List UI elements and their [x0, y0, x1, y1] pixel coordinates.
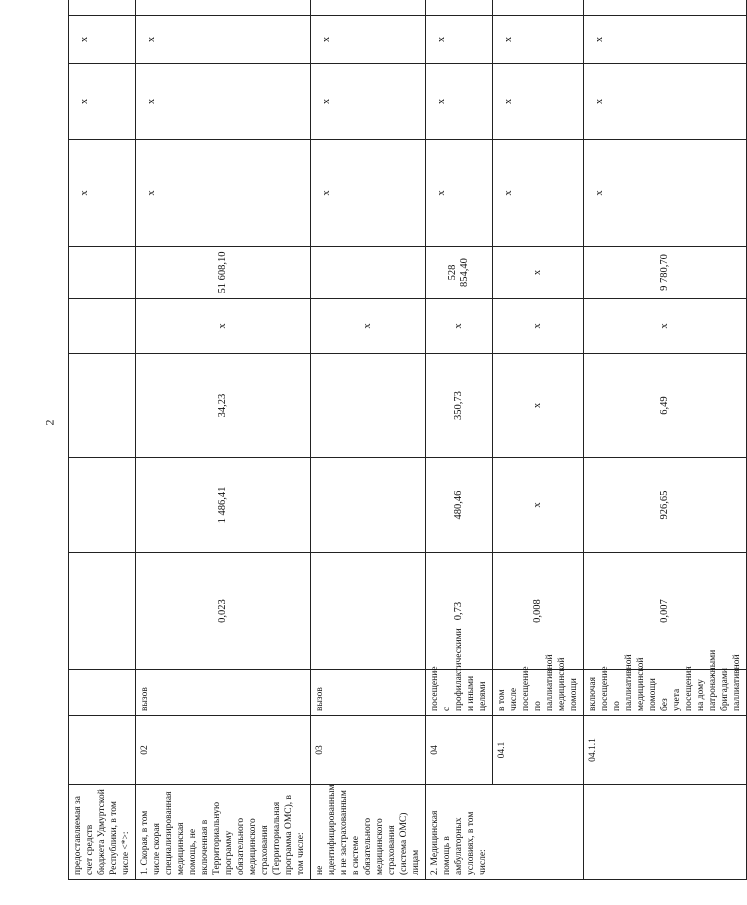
cell-c10: x [584, 64, 747, 140]
table-row [311, 0, 426, 880]
cell-c12 [584, 0, 747, 16]
cell-c7: x [584, 299, 747, 354]
cell-c8: 51 608,10 [136, 247, 311, 299]
cell-c5 [69, 458, 136, 553]
cell-c6: x [493, 354, 584, 458]
cell-c9: x [69, 140, 136, 247]
cell-c10: x [426, 64, 493, 140]
cell-c10: x [493, 64, 584, 140]
cell-c12 [69, 0, 136, 16]
cell-c9: x [584, 140, 747, 247]
page-number: 2 [42, 419, 57, 426]
cell-c8: 528 854,40 [426, 247, 493, 299]
cell-c11: x [311, 16, 426, 64]
table-row [426, 0, 493, 880]
cell-c7: x [426, 299, 493, 354]
cell-c9: x [311, 140, 426, 247]
cell-c11: x [426, 16, 493, 64]
cell-c4 [311, 553, 426, 670]
cell-c10: x [69, 64, 136, 140]
cell-unit [69, 670, 136, 716]
cell-c6: 6,49 [584, 354, 747, 458]
cell-unit: вызов [136, 670, 311, 716]
cell-name: не идентифицированным и не застрахованным в системе обязательного медицинского страхования (система ОМС) лицам [311, 785, 426, 880]
cell-c12 [493, 0, 584, 16]
cell-c8 [69, 247, 136, 299]
table-row [493, 0, 584, 880]
cell-c12 [136, 0, 311, 16]
cell-name [493, 785, 584, 880]
cell-c5: 1 486,41 [136, 458, 311, 553]
cell-name: предоставляемая за счет средств бюджета Удмуртской Республики, в том числе <*>: [69, 785, 136, 880]
cell-c8: x [493, 247, 584, 299]
cell-c11: x [136, 16, 311, 64]
cell-c11: x [69, 16, 136, 64]
cell-code: 03 [311, 716, 426, 785]
cell-c4: 0,73 [426, 553, 493, 670]
cell-c12 [311, 0, 426, 16]
cell-c11: x [584, 16, 747, 64]
cell-name [584, 785, 747, 880]
cell-c8 [311, 247, 426, 299]
cell-c9: x [136, 140, 311, 247]
cell-c9: x [426, 140, 493, 247]
cell-c10: x [311, 64, 426, 140]
cell-c7: x [311, 299, 426, 354]
cell-c6: 350,73 [426, 354, 493, 458]
cell-c5: 480,46 [426, 458, 493, 553]
cell-unit: включая посещение по паллиативной медицинской помощи без учета посещения на дому патронажными бригадами паллиативной [584, 670, 747, 716]
cell-c4: 0,008 [493, 553, 584, 670]
table-row [136, 0, 311, 880]
cell-unit: вызов [311, 670, 426, 716]
cell-c4 [69, 553, 136, 670]
rotated-table-container [68, 22, 742, 880]
cell-name: 1. Скорая, в том числе скорая специализированная медицинская помощь, не включенная в Территориальную программу обязательного медицинского страхования (Территориальная программа ОМС), в том числе: [136, 785, 311, 880]
cell-c8: 9 780,70 [584, 247, 747, 299]
cell-c4: 0,007 [584, 553, 747, 670]
cell-code [69, 716, 136, 785]
cell-c6 [311, 354, 426, 458]
cell-c9: x [493, 140, 584, 247]
cell-c5: 926,65 [584, 458, 747, 553]
data-table [68, 0, 747, 880]
cell-c4: 0,023 [136, 553, 311, 670]
cell-unit: в том числе посещение по паллиативной медицинской помощи [493, 670, 584, 716]
cell-name: 2. Медицинская помощь в амбулаторных условиях, в том числе: [426, 785, 493, 880]
cell-code: 04.1.1 [584, 716, 747, 785]
cell-c5: x [493, 458, 584, 553]
table-row [69, 0, 136, 880]
table-row [584, 0, 747, 880]
cell-c6 [69, 354, 136, 458]
cell-c11: x [493, 16, 584, 64]
cell-c6: 34,23 [136, 354, 311, 458]
cell-c7 [69, 299, 136, 354]
cell-c7: x [493, 299, 584, 354]
cell-c10: x [136, 64, 311, 140]
cell-c12 [426, 0, 493, 16]
cell-code: 02 [136, 716, 311, 785]
cell-unit: посещение с профилактическими и иными целями [426, 670, 493, 716]
cell-c7: x [136, 299, 311, 354]
cell-c5 [311, 458, 426, 553]
cell-code: 04.1 [493, 716, 584, 785]
cell-code: 04 [426, 716, 493, 785]
